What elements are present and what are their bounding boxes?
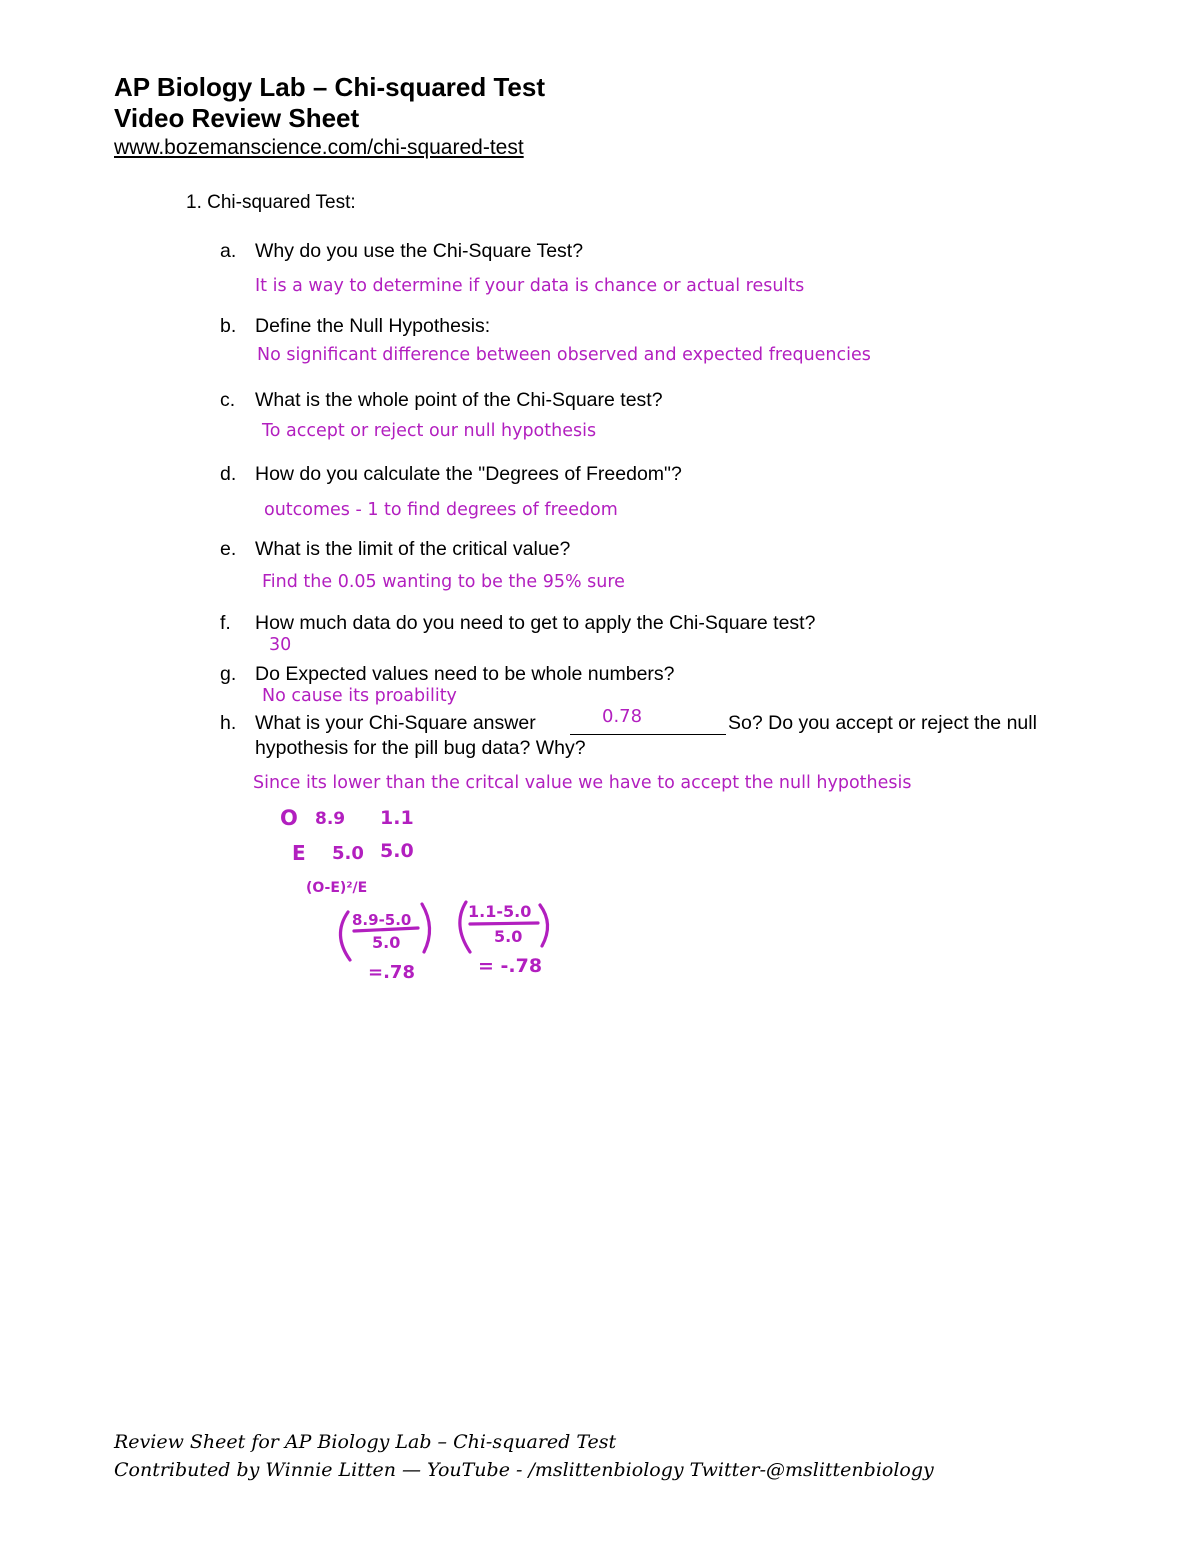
question-text: How do you calculate the "Degrees of Freedom"?: [255, 463, 682, 485]
question-text: Define the Null Hypothesis:: [255, 315, 491, 337]
question-letter: f.: [220, 612, 231, 634]
hw-calc2-result: = -.78: [478, 955, 543, 977]
question-letter: h.: [220, 712, 237, 734]
question-text: What is the limit of the critical value?: [255, 538, 571, 560]
question-text: Why do you use the Chi-Square Test?: [255, 240, 584, 262]
question-letter: d.: [220, 463, 237, 485]
question-text: What is the whole point of the Chi-Square test?: [255, 389, 663, 411]
question-text: Do Expected values need to be whole numbers?: [255, 663, 675, 685]
answer-a: It is a way to determine if your data is chance or actual results: [255, 276, 805, 296]
question-text: How much data do you need to get to apply the Chi-Square test?: [255, 612, 816, 634]
hw-calc1-result: =.78: [368, 962, 415, 983]
source-link[interactable]: www.bozemanscience.com/chi-squared-test: [114, 136, 524, 159]
footer-line-1: Review Sheet for AP Biology Lab – Chi-squared Test: [114, 1431, 617, 1453]
hw-calc1-numerator: 8.9-5.0: [352, 911, 412, 929]
hw-observed-1: 8.9: [315, 809, 346, 829]
answer-e: Find the 0.05 wanting to be the 95% sure: [262, 572, 625, 592]
hw-paren-right-1: [422, 904, 430, 952]
hw-paren-right-2: [540, 905, 548, 946]
hw-expected-1: 5.0: [332, 843, 364, 864]
hw-expected-label: E: [292, 841, 306, 865]
hw-paren-left-1: [340, 912, 350, 960]
answer-b: No significant difference between observed and expected frequencies: [257, 345, 871, 365]
question-letter: b.: [220, 315, 237, 337]
footer-line-2: Contributed by Winnie Litten — YouTube - /mslittenbiology Twitter-@mslittenbiology: [114, 1459, 934, 1481]
page-title: AP Biology Lab – Chi-squared Test: [114, 72, 545, 102]
page-subtitle: Video Review Sheet: [114, 103, 360, 133]
hw-observed-label: O: [280, 806, 298, 830]
answer-h: Since its lower than the critcal value we have to accept the null hypothesis: [253, 773, 912, 793]
question-h-line2: hypothesis for the pill bug data? Why?: [255, 737, 586, 759]
answer-f: 30: [269, 635, 292, 655]
question-letter: c.: [220, 389, 236, 411]
hw-calc1-denominator: 5.0: [372, 933, 401, 952]
hw-calc2-denominator: 5.0: [494, 927, 523, 946]
question-text: What is your Chi-Square answer: [255, 712, 536, 734]
hw-formula: (O-E)²/E: [306, 880, 368, 896]
answer-d: outcomes - 1 to find degrees of freedom: [264, 500, 618, 520]
answer-g: No cause its proability: [262, 686, 457, 706]
hw-fraction-bar-2: [470, 923, 538, 924]
question-letter: a.: [220, 240, 237, 262]
section-heading: 1. Chi-squared Test:: [186, 192, 356, 213]
question-text-continued: So? Do you accept or reject the null: [728, 712, 1037, 734]
question-letter: e.: [220, 538, 237, 560]
hw-observed-2: 1.1: [380, 807, 414, 829]
answer-blank-value: 0.78: [602, 706, 643, 727]
question-letter: g.: [220, 663, 237, 685]
answer-c: To accept or reject our null hypothesis: [262, 421, 597, 441]
handwritten-calculation: [270, 800, 570, 990]
answer-blank-line: [570, 734, 726, 735]
hw-calc2-numerator: 1.1-5.0: [468, 902, 532, 921]
hw-expected-2: 5.0: [380, 840, 414, 862]
